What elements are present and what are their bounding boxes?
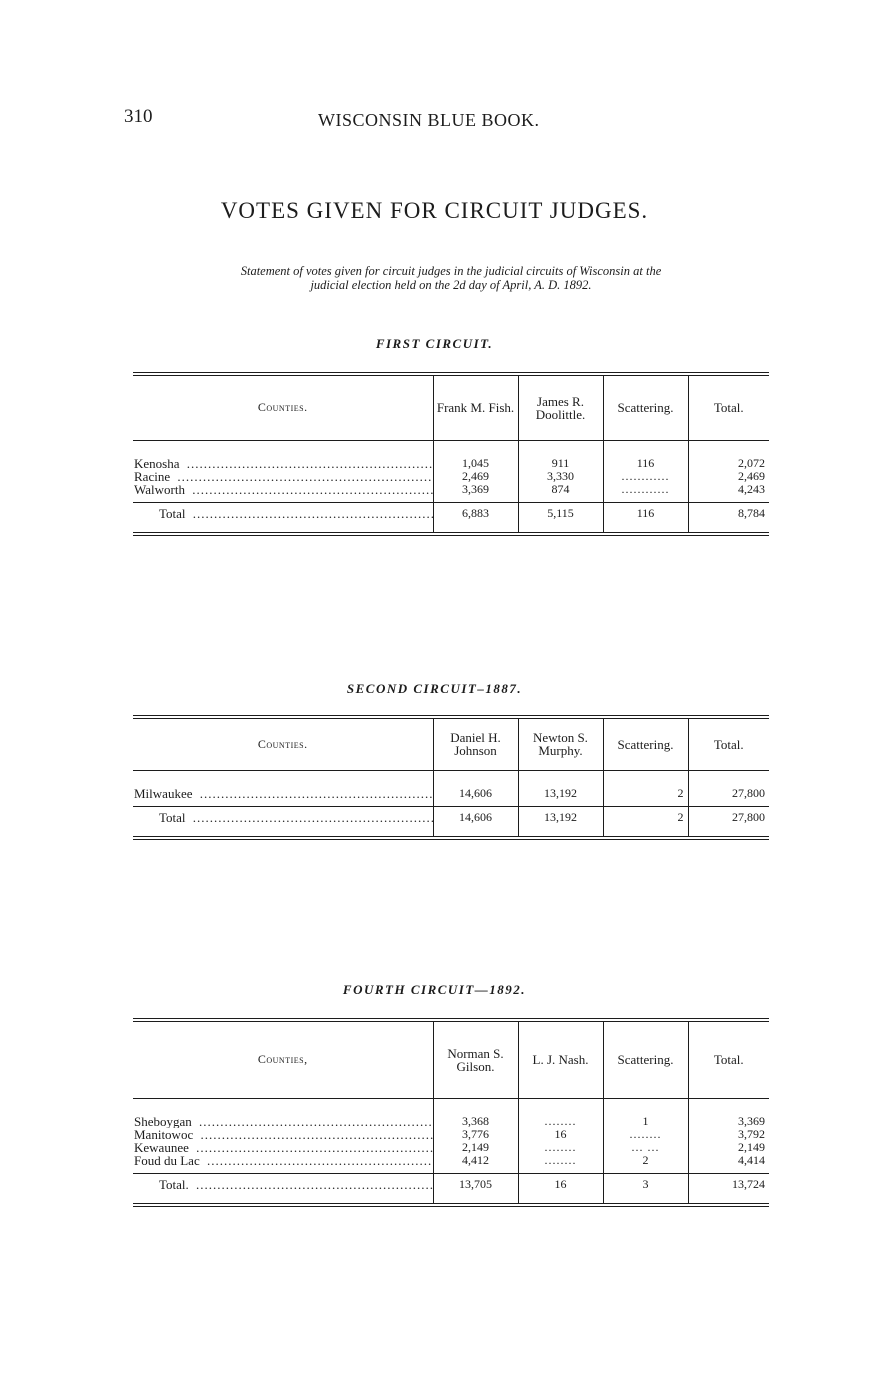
statement [130,264,772,292]
cell-value: 3,330 [518,470,603,483]
column-header-total: Total. [688,717,769,770]
total-value: 13,705 [433,1173,518,1205]
cell-value: ........ [518,1154,603,1174]
total-value: 2 [603,806,688,838]
total-value: 6,883 [433,502,518,534]
column-header-candidate: Newton S. Murphy. [518,717,603,770]
cell-value: 1,045 [433,440,518,470]
total-label: Total ..... [133,806,433,838]
county-name: Milwaukee ..... [133,770,433,806]
county-name: Kewaunee ..... [133,1141,433,1154]
cell-value: 13,192 [518,770,603,806]
table-row [133,470,769,483]
cell-value: 3,792 [688,1128,769,1141]
cell-value: ........ [518,1141,603,1154]
cell-value: 4,412 [433,1154,518,1174]
cell-value: ... ... [603,1141,688,1154]
cell-value: ........ [518,1098,603,1128]
county-name: Sheboygan ..... [133,1098,433,1128]
column-header-counties: Counties. [133,374,433,440]
statement-line-2: judicial election held on the 2d day of April, A. D. 1892. [310,278,592,292]
cell-value: 3,776 [433,1128,518,1141]
running-head: WISCONSIN BLUE BOOK. [318,110,540,130]
cell-value: ........ [603,1128,688,1141]
county-name: Racine ..... [133,470,433,483]
cell-value: 3,368 [433,1098,518,1128]
table-header-row [133,1020,769,1098]
cell-value: 16 [518,1128,603,1141]
total-value: 16 [518,1173,603,1205]
fourth-circuit-table [133,1018,769,1207]
total-row [133,1173,769,1205]
second-circuit-table [133,715,769,840]
total-label: Total ..... [133,502,433,534]
column-header-candidate: James R. Doolittle. [518,374,603,440]
fourth-circuit-title: FOURTH CIRCUIT—1892. [342,982,527,997]
cell-value: 4,414 [688,1154,769,1174]
total-value: 5,115 [518,502,603,534]
cell-value: ............ [603,470,688,483]
cell-value: 4,243 [688,483,769,503]
statement-line-1: Statement of votes given for circuit judges in the judicial circuits of Wisconsin at the [240,264,662,278]
county-name: Kenosha ..... [133,440,433,470]
county-name: Manitowoc ..... [133,1128,433,1141]
table-header-row [133,374,769,440]
second-circuit-title: SECOND CIRCUIT–1887. [346,681,523,696]
table-header-row [133,717,769,770]
page-number: 310 [124,106,153,127]
cell-value: 2 [603,770,688,806]
cell-value: 874 [518,483,603,503]
total-row [133,502,769,534]
cell-value: 27,800 [688,770,769,806]
total-value: 3 [603,1173,688,1205]
cell-value: 911 [518,440,603,470]
first-circuit-table [133,372,769,536]
cell-value: 14,606 [433,770,518,806]
column-header-candidate: Frank M. Fish. [433,374,518,440]
table-row [133,483,769,503]
cell-value: 3,369 [688,1098,769,1128]
table-row [133,1141,769,1154]
column-header-candidate: Norman S. Gilson. [433,1020,518,1098]
county-name: Walworth ..... [133,483,433,503]
column-header-scattering: Scattering. [603,717,688,770]
cell-value: ............ [603,483,688,503]
table-row [133,770,769,806]
total-value: 14,606 [433,806,518,838]
table-row [133,440,769,470]
total-value: 116 [603,502,688,534]
first-circuit-title: FIRST CIRCUIT. [375,336,494,351]
total-label: Total. ..... [133,1173,433,1205]
total-row [133,806,769,838]
column-header-candidate: L. J. Nash. [518,1020,603,1098]
cell-value: 2,469 [433,470,518,483]
column-header-total: Total. [688,1020,769,1098]
column-header-scattering: Scattering. [603,374,688,440]
column-header-scattering: Scattering. [603,1020,688,1098]
total-value: 13,724 [688,1173,769,1205]
table-row [133,1098,769,1128]
column-header-candidate: Daniel H. Johnson [433,717,518,770]
cell-value: 2,072 [688,440,769,470]
table-row [133,1154,769,1174]
total-value: 8,784 [688,502,769,534]
cell-value: 116 [603,440,688,470]
county-name: Foud du Lac ..... [133,1154,433,1174]
cell-value: 2,149 [688,1141,769,1154]
cell-value: 3,369 [433,483,518,503]
cell-value: 2,469 [688,470,769,483]
total-value: 13,192 [518,806,603,838]
page-title: VOTES GIVEN FOR CIRCUIT JUDGES. [220,198,649,223]
column-header-counties: Counties. [133,717,433,770]
column-header-total: Total. [688,374,769,440]
total-value: 27,800 [688,806,769,838]
table-row [133,1128,769,1141]
cell-value: 2 [603,1154,688,1174]
column-header-counties: Counties, [133,1020,433,1098]
cell-value: 1 [603,1098,688,1128]
cell-value: 2,149 [433,1141,518,1154]
